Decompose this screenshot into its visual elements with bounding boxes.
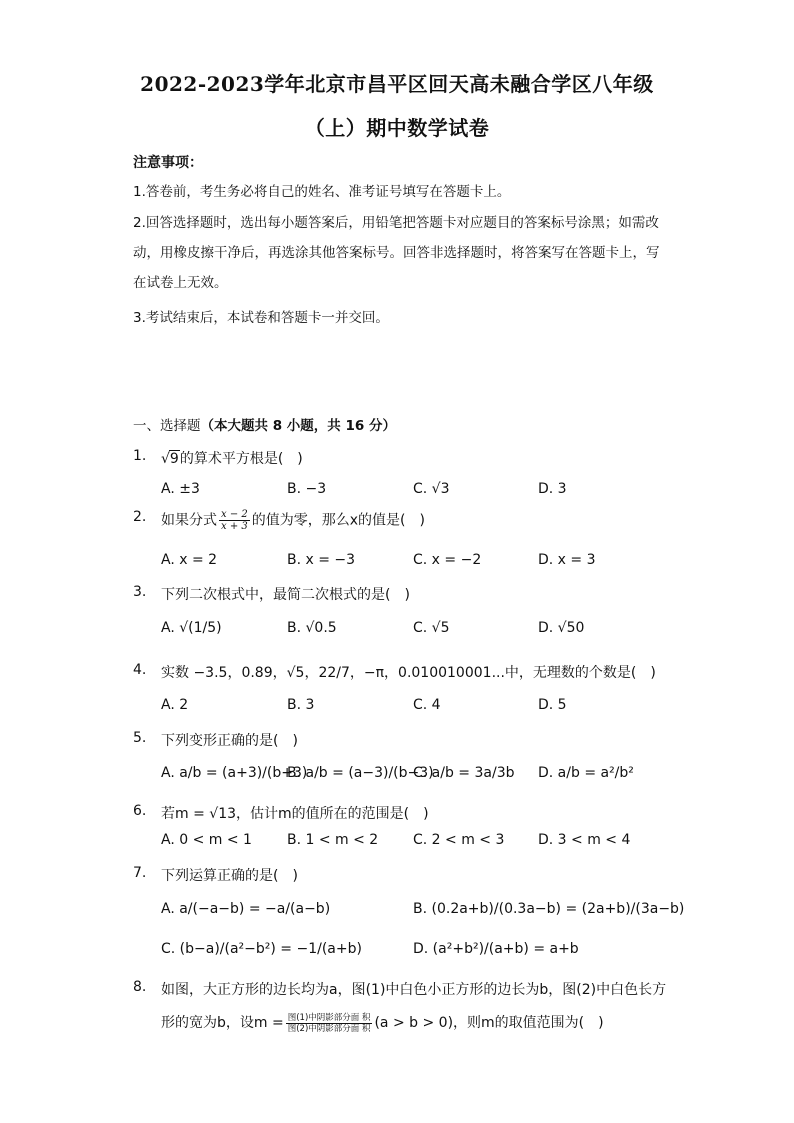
question-number: 6. [133, 803, 147, 819]
section-detail: （本大题共 8 小题，共 16 分） [200, 418, 396, 434]
option-d[interactable]: D. 3 [538, 481, 567, 497]
question-stem: 下列变形正确的是( ) [161, 733, 298, 749]
option-a[interactable]: A. ±3 [161, 481, 200, 497]
option-d[interactable]: D. (a²+b²)/(a+b) = a+b [413, 941, 579, 957]
option-b[interactable]: B. √0.5 [287, 620, 337, 636]
option-b[interactable]: B. 1 < m < 2 [287, 832, 379, 848]
question-stem-line-2: 形的宽为b，设m = $\frac{\text{图(1)中阴影部分面 积}}{\text{图(2)中阴影部分面 积}}$ (a > b > 0)，则m的取值范围为( ) [161, 1012, 604, 1034]
notice-1: 1.答卷前，考生务必将自己的姓名、准考证号填写在答题卡上。 [133, 184, 511, 200]
question-stem-line-1: 如图，大正方形的边长均为a，图(1)中白色小正方形的边长为b，图(2)中白色长方 [161, 982, 667, 998]
option-b[interactable]: B. 3 [287, 697, 315, 713]
option-c[interactable]: C. 4 [413, 697, 441, 713]
notice-3: 3.考试结束后，本试卷和答题卡一并交回。 [133, 310, 389, 326]
question-stem: 若m = √13，估计m的值所在的范围是( ) [161, 806, 429, 822]
question-stem: √9的算术平方根是( ) [161, 451, 303, 467]
option-c[interactable]: C. a/b = 3a/3b [413, 765, 515, 781]
option-a[interactable]: A. √(1/5) [161, 620, 222, 636]
question-stem: 下列二次根式中，最简二次根式的是( ) [161, 587, 410, 603]
option-b[interactable]: B. −3 [287, 481, 327, 497]
question-stem: 下列运算正确的是( ) [161, 868, 298, 884]
option-c[interactable]: C. x = −2 [413, 552, 482, 568]
option-a[interactable]: A. 0 < m < 1 [161, 832, 252, 848]
section-heading [133, 414, 396, 434]
question-number: 5. [133, 730, 147, 746]
option-a[interactable]: A. a/(−a−b) = −a/(a−b) [161, 901, 331, 917]
option-b[interactable]: B. a/b = (a−3)/(b−3) [287, 765, 434, 781]
option-a[interactable]: A. 2 [161, 697, 189, 713]
fraction: $\frac{x - 2}{x + 3}$ [221, 509, 248, 532]
question-number: 8. [133, 979, 147, 995]
question-number: 7. [133, 865, 147, 881]
sqrt-symbol: √9 [161, 451, 179, 467]
option-d[interactable]: D. 5 [538, 697, 567, 713]
fraction: $\frac{\text{图(1)中阴影部分面 积}}{\text{图(2)中阴影部分面 积}}$ [287, 1012, 371, 1034]
option-d[interactable]: D. √50 [538, 620, 585, 636]
option-a[interactable]: A. x = 2 [161, 552, 218, 568]
option-d[interactable]: D. x = 3 [538, 552, 596, 568]
option-d[interactable]: D. a/b = a²/b² [538, 765, 634, 781]
option-c[interactable]: C. √3 [413, 481, 450, 497]
question-stem: 实数 −3.5，0.89，√5，22/7，−π，0.010010001...中，无理数的个数是( ) [161, 665, 656, 681]
question-number: 2. [133, 509, 147, 525]
title-line-2: （上）期中数学试卷 [304, 116, 490, 140]
notice-heading: 注意事项： [133, 155, 203, 171]
question-number: 4. [133, 662, 147, 678]
question-number: 3. [133, 584, 147, 600]
option-d[interactable]: D. 3 < m < 4 [538, 832, 631, 848]
option-b[interactable]: B. x = −3 [287, 552, 356, 568]
option-a[interactable]: A. a/b = (a+3)/(b+3) [161, 765, 308, 781]
section-prefix: 一、选择题 [133, 418, 201, 434]
title-line-1: 2022-2023学年北京市昌平区回天高未融合学区八年级 [140, 72, 654, 96]
question-stem: 如果分式 $\frac{x - 2}{x + 3}$ 的值为零，那么x的值是( ) [161, 509, 425, 532]
notice-2: 2.回答选择题时，选出每小题答案后，用铅笔把答题卡对应题目的答案标号涂黑；如需改动，用橡皮擦干净后，再选涂其他答案标号。回答非选择题时，将答案写在答题卡上，写在试卷上无效。 [133, 215, 660, 291]
option-c[interactable]: C. 2 < m < 3 [413, 832, 505, 848]
option-b[interactable]: B. (0.2a+b)/(0.3a−b) = (2a+b)/(3a−b) [413, 901, 685, 917]
option-c[interactable]: C. √5 [413, 620, 450, 636]
option-c[interactable]: C. (b−a)/(a²−b²) = −1/(a+b) [161, 941, 362, 957]
question-number: 1. [133, 448, 147, 464]
